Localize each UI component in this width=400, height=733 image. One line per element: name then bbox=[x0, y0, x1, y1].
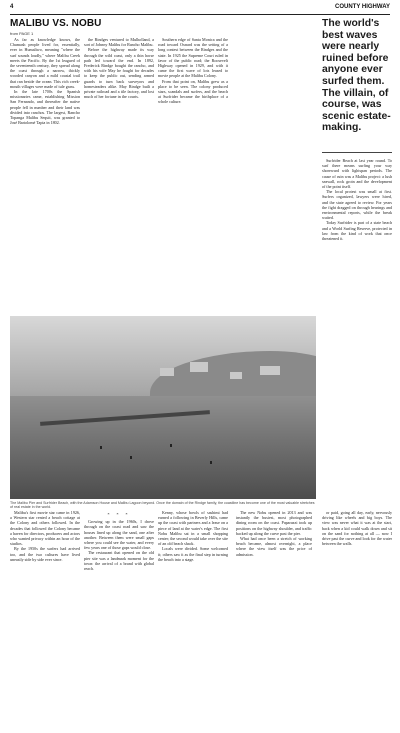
photo-surfer bbox=[100, 446, 102, 449]
section-break: * * * bbox=[107, 512, 131, 517]
paragraph: Malibu's first movie star came in 1926, a Western star rented a beach cottage at the Colony and others followed. In the decades that followed the Colony became a haven for directors, producers and actors who wanted privacy within an hour of the studios. bbox=[10, 510, 80, 547]
pull-quote: The world's best waves were nearly ruined before anyone ever surfed them. The villain, of course, was scenic estate-making. bbox=[322, 18, 391, 134]
body-column-b bbox=[84, 37, 154, 313]
paragraph: or paid, going all day, early, nervously driving like wheels and big boys. The view was never what it was at the start, back when a kid could walk down and sit on the sand for nothing at all — now I drive past the curve and look for the water between the walls. bbox=[322, 510, 392, 547]
section-name: COUNTY HIGHWAY bbox=[334, 4, 390, 10]
photo-surfer bbox=[130, 456, 132, 459]
continued-from: from PAGE 1 bbox=[10, 31, 34, 36]
paragraph: As far as knowledge knows, the Chumash people lived for, essentially, ever in Humaliwo, meaning "where the surf sounds loudly," where Malibu Creek meets the Pacific. By the 1st leagued of the seventeenth century, they spread along the coast through a narrow, thickly wooded canyon and a mild coastal trail that ran beside the ocean. This rich creek-mouth villages were made of tule grass. bbox=[10, 37, 80, 89]
body-column-c bbox=[158, 37, 228, 313]
paragraph: In the late 1700s the Spanish missionaries came, establishing Mission San Fernando, and thereafter the native people fell in number and their land was divided into ranchos. The largest, Rancho Topanga Malibu Sequit, was granted to José Bartolomé Tapia in 1802. bbox=[10, 89, 80, 126]
photo-caption: The Malibu Pier and Surfrider Beach, with the Adamson House and Malibu Lagoon beyond. Once the domain of the Rindge family, the coastline has become one of the most valuable stretches of real estate in the world. bbox=[10, 501, 315, 510]
paragraph: Today Surfrider is part of a state beach and a World Surfing Reserve, protected in law from the kind of work that once threatened it. bbox=[322, 220, 392, 242]
photo-surfer bbox=[210, 461, 212, 464]
body-column-i bbox=[322, 510, 392, 722]
headline: MALIBU VS. NOBU bbox=[10, 18, 102, 29]
paragraph: Before the highway made its way through the wild coast, only a thin horse path led toward the end. In 1892, Frederick Rindge bought the rancho, and with his wife May he fought for decades to keep the public out, sending armed guards to turn back surveyors and homesteaders alike. May Rindge built a private railroad and a tile factory, and lost much of her fortune in the courts. bbox=[84, 47, 154, 100]
photo-surfer bbox=[170, 444, 172, 447]
photo-house bbox=[260, 366, 280, 375]
paragraph: By the 1950s the surfers had arrived too, and the two cultures have lived uneasily side by side ever since. bbox=[10, 546, 80, 562]
body-column-h bbox=[236, 510, 312, 722]
body-column-f bbox=[84, 510, 154, 722]
paragraph: What had once been a stretch of working beach became, almost overnight, a place where the view itself was the price of admission. bbox=[236, 536, 312, 557]
header-rule bbox=[10, 14, 390, 15]
paragraph: The restaurant that opened on the old pier site was a landmark moment for the town: the arrival of a brand with global reach. bbox=[84, 550, 154, 572]
body-column-d bbox=[322, 158, 392, 499]
photo-house bbox=[230, 372, 242, 379]
photo-house bbox=[160, 368, 174, 376]
photo-house bbox=[190, 362, 208, 372]
paragraph: the Rindges ventured to Mulholland, a sort of Johnny Malibu for Rancho Malibu. bbox=[84, 37, 154, 48]
page-number: 4 bbox=[10, 4, 14, 10]
paragraph: The local protest was small at first. Surfers organized, lawyers were hired, and the state agreed to review. For years the fight dragged on through hearings and environmental reports, while the break waited. bbox=[322, 189, 392, 221]
paragraph: Growing up in the 1960s, I drove through on the coast road and saw the houses lined up along the sand, one after another. Between them were small gaps where you could see the water, and every few years one of those gaps would close. bbox=[84, 519, 154, 551]
photo-ocean bbox=[10, 396, 316, 499]
body-column-g bbox=[158, 510, 228, 722]
body-column-a bbox=[10, 37, 80, 313]
aerial-beach-photo bbox=[10, 316, 316, 499]
paragraph: Southern edge of Santa Monica and the road toward Oxnard was the setting of a long contest between the Rindges and the state. In 1925 the Supreme Court ruled in favor of the public road; the Roosevelt Highway opened in 1929, and with it came the first wave of lots leased to movie people at the Malibu Colony. bbox=[158, 37, 228, 79]
paragraph: Surfrider Beach at last year round. To surf there means surfing your way shoreward with lightspan periods. The cause of ruin was a Malibu project: a lush seawall, rock groin and the development of the point itself. bbox=[322, 158, 392, 190]
paragraph: Locals were divided. Some welcomed it; others saw it as the final step in turning the beach into a stage. bbox=[158, 546, 228, 562]
running-head bbox=[10, 4, 390, 14]
paragraph: Kenny, whose bowls of sashimi had earned a following in Beverly Hills, came up the coast with partners and a lease on a piece of land at the water's edge. The first Nobu Malibu sat in a small shopping center; the second would take over the site of an old beach shack. bbox=[158, 510, 228, 547]
paragraph: From that point on, Malibu grew as a place to be seen. The colony produced stars, scandals and surfers, and the beach at Surfrider became the birthplace of a whole culture. bbox=[158, 78, 228, 105]
body-column-e bbox=[10, 510, 80, 722]
pull-quote-rule bbox=[322, 152, 392, 153]
paragraph: The new Nobu opened in 2013 and was instantly the busiest, most photographed dining room on the coast. Paparazzi took up positions on the highway shoulder, and traffic backed up along the curve past the pier. bbox=[236, 510, 312, 536]
